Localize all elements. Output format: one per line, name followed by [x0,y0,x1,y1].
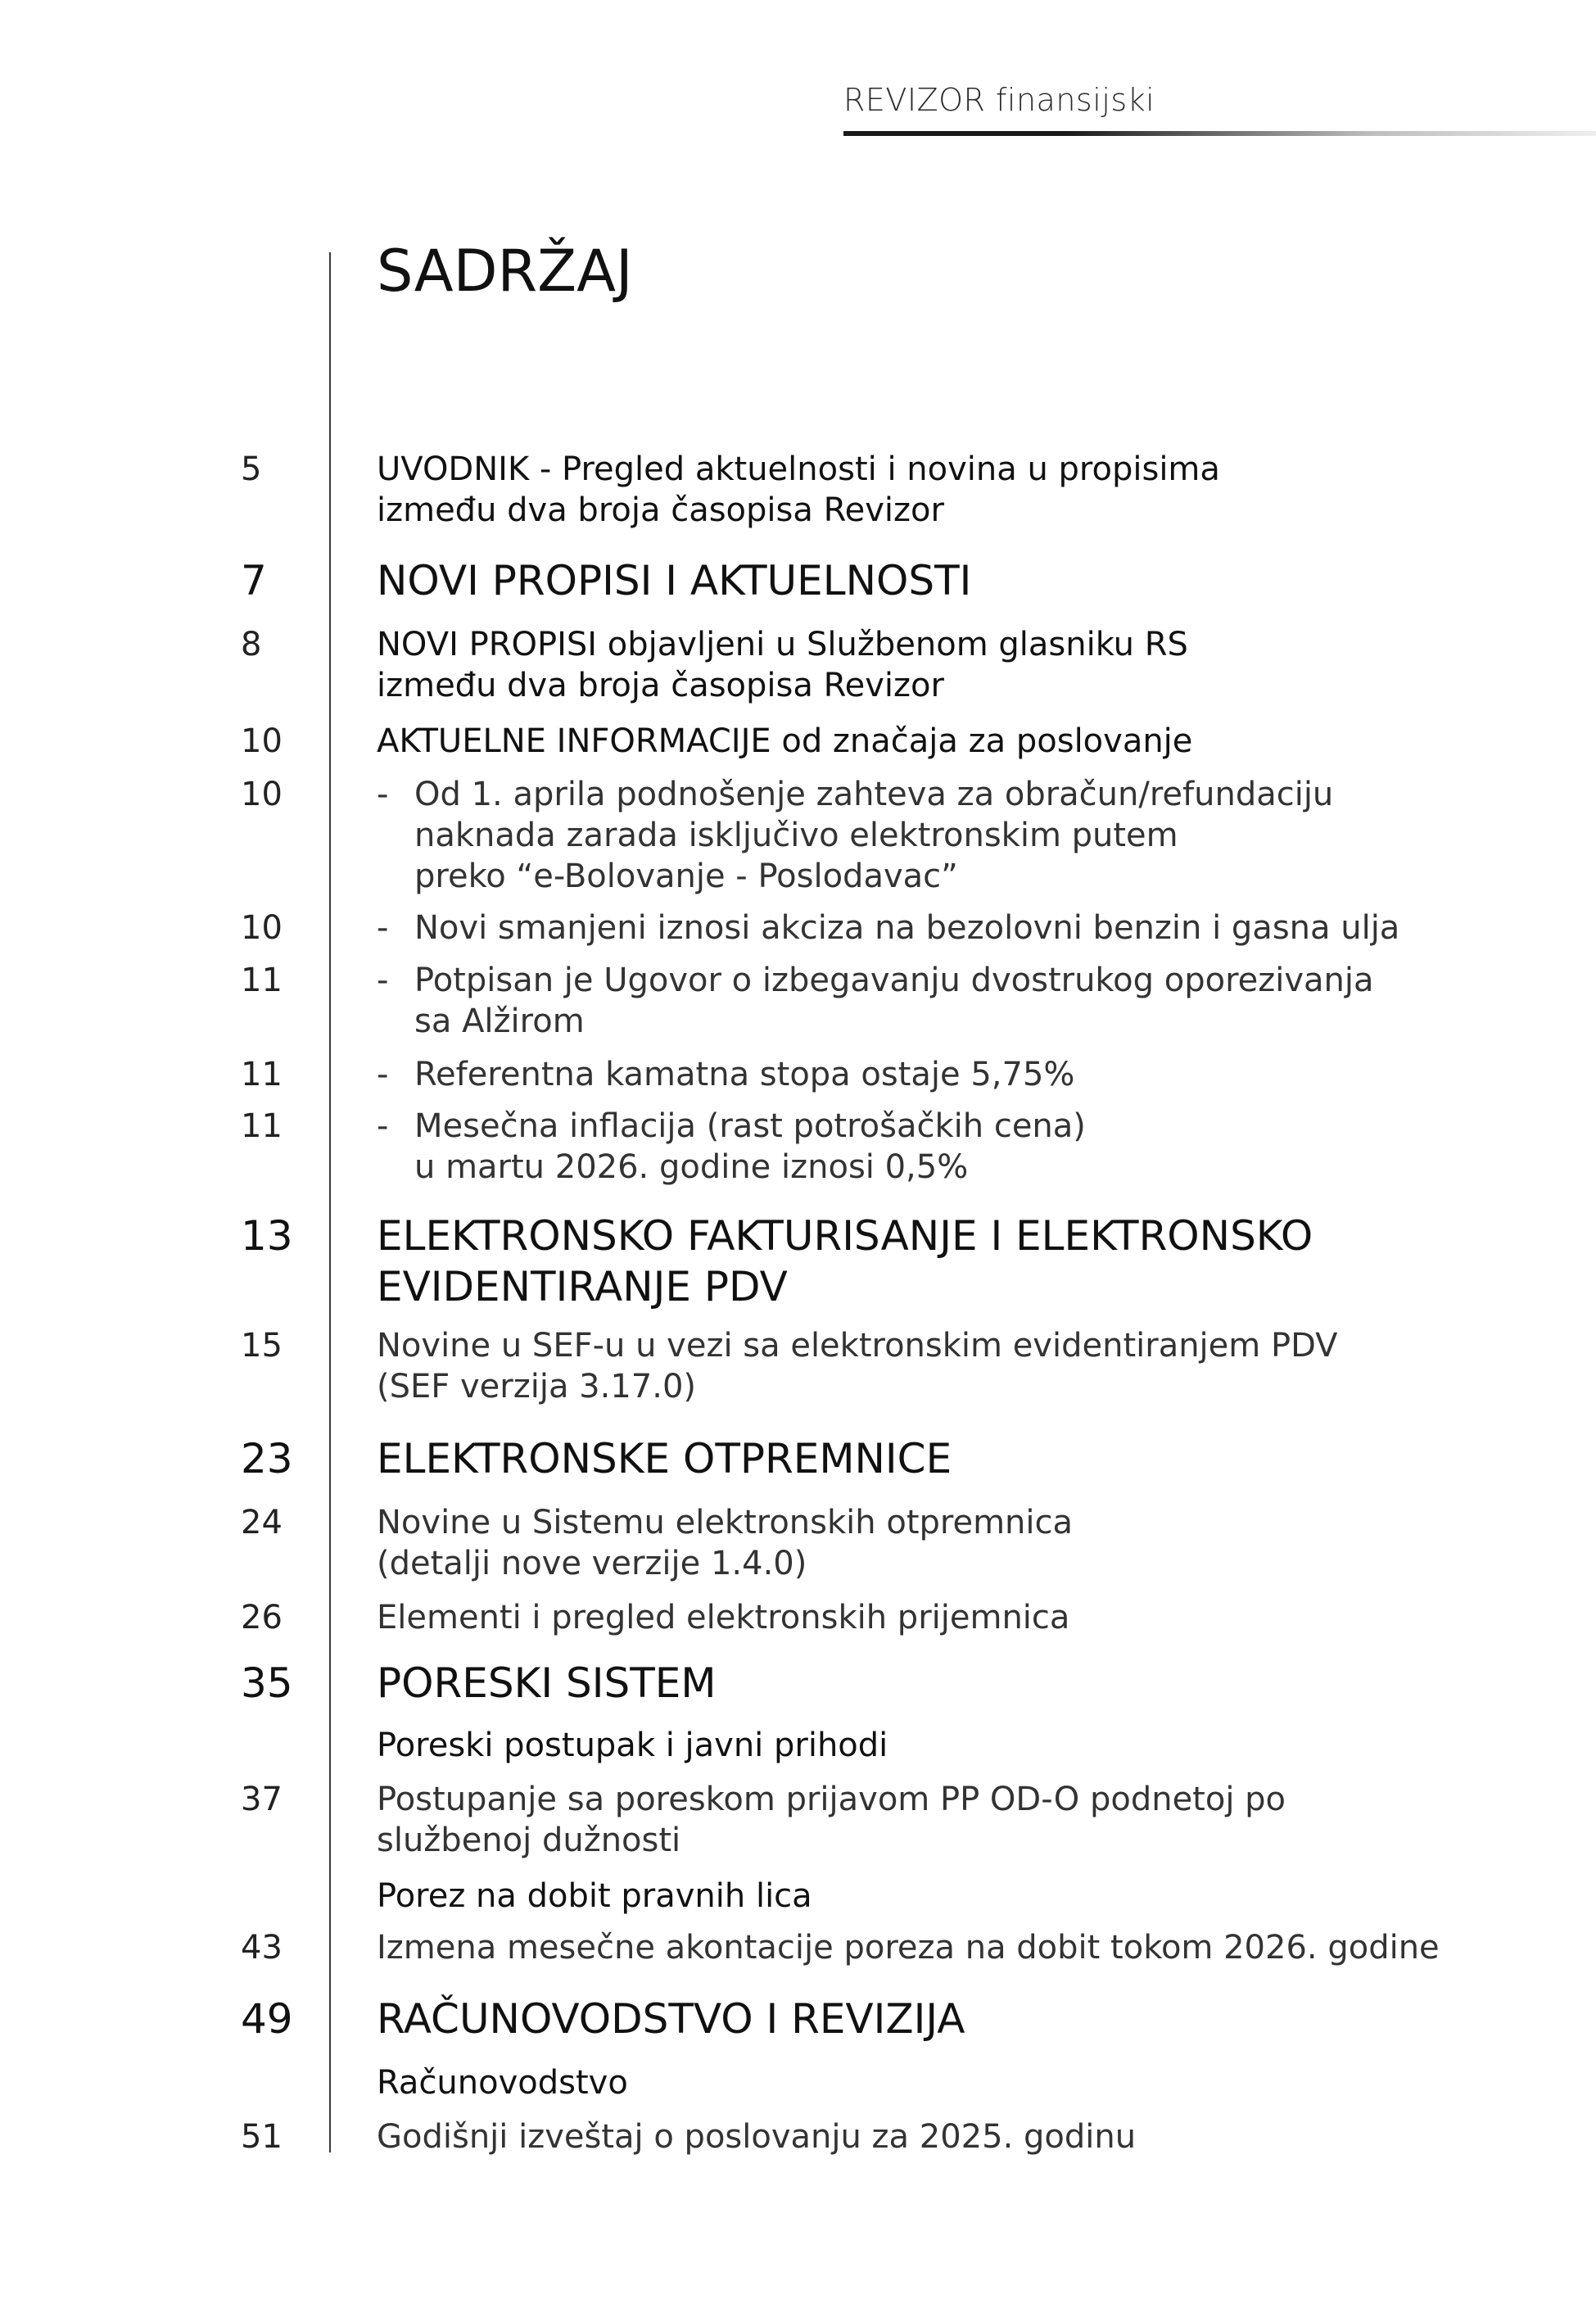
toc-entry-line: PORESKI SISTEM [377,1659,717,1707]
toc-entry-title [414,960,1471,1042]
toc-entry-title [377,555,1433,606]
toc-page-number: 11 [241,1056,283,1093]
toc-entry-line: naknada zarada isključivo elektronskim putem [414,817,1178,854]
toc-entry-line: preko “e-Bolovanje - Poslodavac” [414,858,958,895]
toc-page-number: 15 [241,1327,283,1365]
toc-entry-line: Referentna kamatna stopa ostaje 5,75% [414,1056,1075,1093]
toc-entry-title [377,721,1433,762]
toc-page-number: 13 [241,1212,293,1260]
toc-entry-line: NOVI PROPISI objavljeni u Službenom glasniku RS [377,626,1188,663]
toc-bullet-dash: - [377,1056,389,1093]
toc-entry-line: Porez na dobit pravnih lica [377,1877,812,1915]
toc-page-number: 49 [241,1995,293,2043]
toc-entry-title [377,1502,1433,1584]
toc-page-number: 10 [241,909,283,947]
toc-page-number: 37 [241,1781,283,1818]
toc-entry-line: AKTUELNE INFORMACIJE od značaja za poslovanje [377,722,1193,760]
toc-entry-title [414,1106,1471,1188]
toc-page-number: 26 [241,1599,283,1636]
toc-page-number: 11 [241,962,283,999]
toc-entry-line: UVODNIK - Pregled aktuelnosti i novina u propisima [377,450,1220,488]
toc-page-number: 5 [241,450,262,488]
toc-entry-title [377,624,1433,706]
toc-page-number: 23 [241,1435,293,1482]
toc-entry-line: Potpisan je Ugovor o izbegavanju dvostrukog oporezivanja [414,962,1374,999]
toc-bullet-dash: - [377,962,389,999]
toc-entry-line: između dva broja časopisa Revizor [377,667,944,704]
toc-entry-title [377,1876,1433,1917]
toc-entry-title [377,1658,1433,1709]
toc-entry-line: RAČUNOVODSTVO I REVIZIJA [377,1995,965,2043]
toc-page-number: 11 [241,1107,283,1145]
toc-entry-line: Postupanje sa poreskom prijavom PP OD-O podnetoj po [377,1781,1286,1818]
page-title: SADRŽAJ [377,238,633,305]
toc-entry-title [377,2116,1433,2157]
toc-entry-line: Izmena mesečne akontacije poreza na dobit tokom 2026. godine [377,1929,1440,1967]
toc-entry-title [414,1054,1471,1095]
toc-entry-title [377,1994,1433,2044]
toc-entry-line: Od 1. aprila podnošenje zahteva za obračun/refundaciju [414,776,1334,813]
toc-entry-line: (SEF verzija 3.17.0) [377,1368,696,1405]
toc-entry-line: Elementi i pregled elektronskih prijemnica [377,1599,1070,1636]
toc-entry-line: Godišnji izveštaj o poslovanju za 2025. godinu [377,2118,1137,2156]
toc-page-number: 35 [241,1659,293,1707]
toc-entry-line: (detalji nove verzije 1.4.0) [377,1545,807,1582]
toc-bullet-dash: - [377,776,389,813]
running-head: REVIZOR finansijski [843,82,1155,118]
toc-entry-line: Mesečna inflacija (rast potrošačkih cena) [414,1107,1086,1145]
toc-page-number: 8 [241,626,262,663]
toc-entry-line: NOVI PROPISI I AKTUELNOSTI [377,557,972,604]
vertical-divider [329,252,331,2152]
toc-bullet-dash: - [377,1107,389,1145]
toc-entry-title [377,449,1433,531]
toc-entry-title [414,774,1471,897]
toc-entry-line: ELEKTRONSKE OTPREMNICE [377,1435,952,1482]
toc-page-number: 24 [241,1504,283,1541]
toc-entry-line: ELEKTRONSKO FAKTURISANJE I ELEKTRONSKO [377,1212,1313,1260]
toc-entry-title [377,1725,1433,1766]
toc-entry-line: EVIDENTIRANJE PDV [377,1263,788,1310]
toc-entry-line: Novine u Sistemu elektronskih otpremnica [377,1504,1073,1541]
toc-entry-line: službenoj dužnosti [377,1822,681,1859]
toc-entry-line: između dva broja časopisa Revizor [377,491,944,529]
toc-entry-title [377,1211,1433,1312]
toc-page-number: 7 [241,557,267,604]
toc-entry-line: Računovodstvo [377,2064,628,2102]
toc-entry-line: Novi smanjeni iznosi akciza na bezolovni benzin i gasna ulja [414,909,1400,947]
toc-entry-title [377,1325,1433,1407]
toc-entry-title [377,1779,1433,1861]
toc-entry-line: Novine u SEF-u u vezi sa elektronskim evidentiranjem PDV [377,1327,1338,1365]
running-head-rule [843,131,1596,136]
toc-entry-title [414,908,1471,948]
toc-page-number: 10 [241,722,283,760]
toc-entry-title [377,1433,1433,1484]
toc-entry-title [377,1927,1440,1968]
toc-page-number: 43 [241,1929,283,1967]
toc-entry-line: u martu 2026. godine iznosi 0,5% [414,1148,969,1186]
toc-entry-line: Poreski postupak i javni prihodi [377,1727,888,1764]
toc-page-number: 51 [241,2118,283,2156]
toc-entry-title [377,2062,1433,2103]
toc-bullet-dash: - [377,909,389,947]
toc-page-number: 10 [241,776,283,813]
toc-entry-line: sa Alžirom [414,1003,585,1040]
toc-entry-title [377,1597,1433,1638]
